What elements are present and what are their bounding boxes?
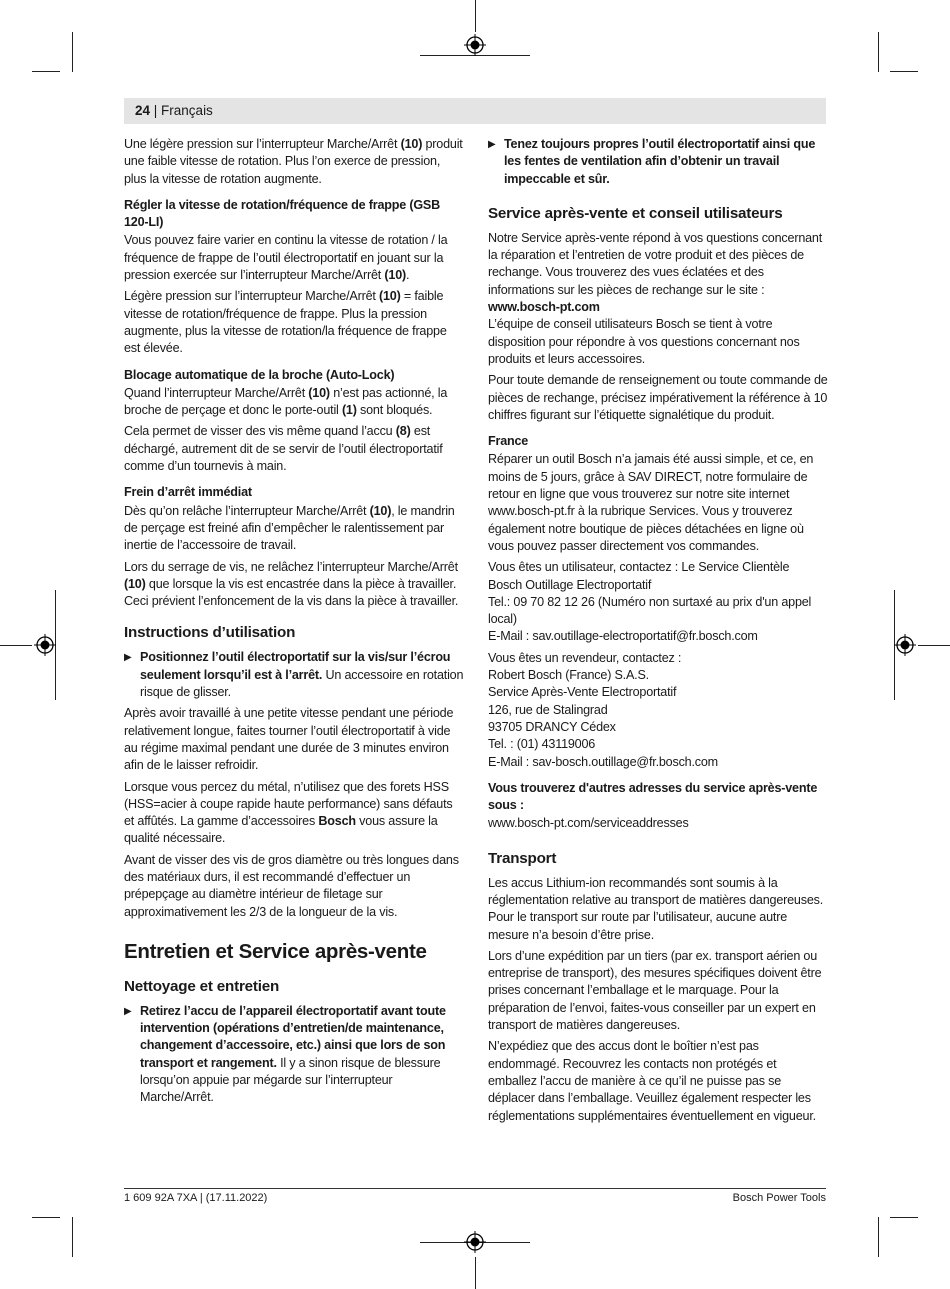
addresses-url[interactable]: www.bosch-pt.com/serviceaddresses bbox=[488, 816, 689, 831]
crop-mark bbox=[918, 645, 950, 646]
left-column bbox=[124, 136, 464, 1111]
transport-heading: Transport bbox=[488, 849, 557, 867]
paragraph: Réparer un outil Bosch n’a jamais été aussi simple, et ce, en moins de 5 jours, grâce à SAV DIRECT, notre formulaire de retour en ligne que vous trouverez sur notre site internet www.bosch-pt.fr à la rubrique Services. Vous y trouverez également notre boutique de pièces détachées en ligne où vous pouvez passer directement vos commandes. bbox=[488, 452, 814, 553]
paragraph: Avant de visser des vis de gros diamètre ou très longues dans des matériaux durs, il est recommandé d’effectuer un prépерçage au diamètre intérieur de filetage sur approximativement les 2/3 de la longueur de la vis. bbox=[124, 852, 459, 919]
autolock-heading: Blocage automatique de la broche (Auto-Lock) bbox=[124, 367, 395, 382]
reseller-email[interactable]: E-Mail : sav-bosch.outillage@fr.bosch.com bbox=[488, 754, 718, 769]
right-column bbox=[488, 136, 828, 1129]
service-url[interactable]: www.bosch-pt.com bbox=[488, 300, 600, 315]
bullet-arrow-icon: ▶ bbox=[124, 652, 132, 664]
paragraph: Lorsque vous percez du métal, n’utilisez que des forets HSS (HSS=acier à coupe rapide haute performance) sans défauts et affûtés. La gamme d’accessoires Bosch vous assure la qualité nécessaire. bbox=[124, 779, 453, 846]
registration-target-icon bbox=[464, 1231, 486, 1253]
crop-mark bbox=[0, 645, 32, 646]
paragraph: Lors d’une expédition par un tiers (par ex. transport aérien ou entreprise de transport), des mesures spécifiques doivent être prises concernant l’emballage et le marquage. Pour la préparation de l’envoi, faites-vous conseiller par un expert en transport de matières dangereuses. bbox=[488, 948, 822, 1033]
crop-mark bbox=[72, 1217, 73, 1257]
paragraph: Quand l’interrupteur Marche/Arrêt (10) n’est pas actionné, la broche de perçage et donc le porte-outil (1) sont bloqués. bbox=[124, 385, 448, 418]
crop-mark bbox=[475, 1257, 476, 1289]
speed-heading: Régler la vitesse de rotation/fréquence de frappe (GSB 120-LI) bbox=[124, 197, 441, 230]
paragraph: N’expédiez que des accus dont le boîtier n’est pas endommagé. Recouvrez les contacts non protégés et emballez l’accu de manière à ce qu’il ne puisse pas se déplacer dans l’emballage. Veuillez également respecter les réglementations supplémentaires éventuellement en vigueur. bbox=[488, 1039, 816, 1123]
addresses-heading: Vous trouverez d'autres adresses du service après-vente sous : bbox=[488, 780, 818, 813]
paragraph: Pour toute demande de renseignement ou toute commande de pièces de rechange, précisez impérativement la référence à 10 chiffres figurant sur l’étiquette signalétique du produit. bbox=[488, 373, 828, 422]
paragraph: Les accus Lithium-ion recommandés sont soumis à la réglementation relative au transport de matières dangereuses. Pour le transport sur route par l’utilisateur, aucune autre mesure n’a besoin d’être prise. bbox=[488, 875, 824, 942]
bullet-arrow-icon: ▶ bbox=[124, 1005, 132, 1017]
bullet-arrow-icon: ▶ bbox=[488, 139, 496, 150]
cleaning-heading: Nettoyage et entretien bbox=[124, 977, 280, 995]
paragraph: Lors du serrage de vis, ne relâchez l’interrupteur Marche/Arrêt (10) que lorsque la vis est encastrée dans la pièce à travailler. Ceci prévient l’enfoncement de la vis dans la pièce à travailler. bbox=[124, 559, 459, 609]
crop-mark bbox=[32, 1217, 60, 1218]
crop-mark bbox=[72, 32, 73, 72]
header-language: Français bbox=[161, 103, 213, 118]
paragraph: Vous pouvez faire varier en continu la vitesse de rotation / la fréquence de frappe de l’outil électroportatif en jouant sur la pression exercée sur l’interrupteur Marche/Arrêt (10). bbox=[124, 233, 448, 283]
page-header: 24 | Français bbox=[135, 103, 213, 118]
crop-mark bbox=[32, 71, 60, 72]
user-contact: Vous êtes un utilisateur, contactez : Le Service Clientèle Bosch Outillage Electroportatif Tel.: 09 70 82 12 26 (Numéro non surtaxé au prix d'un appel local) E-Mail : sav.outillage-electroportatif@fr.bosch.com bbox=[488, 559, 828, 645]
footer-brand: Bosch Power Tools bbox=[732, 1192, 826, 1204]
registration-target-icon bbox=[894, 634, 916, 656]
crop-mark bbox=[878, 1217, 879, 1257]
service-heading: Service après-vente et conseil utilisateurs bbox=[488, 204, 783, 222]
paragraph: L’équipe de conseil utilisateurs Bosch se tient à votre disposition pour répondre à vos questions concernant nos produits et leurs accessoires. bbox=[488, 317, 800, 366]
page-number: 24 bbox=[135, 103, 151, 118]
usage-heading: Instructions d’utilisation bbox=[124, 624, 296, 642]
paragraph: Légère pression sur l’interrupteur Marche/Arrêt (10) = faible vitesse de rotation/fréquence de frappe. Plus la pression augmente, plus la vitesse de rotation/la fréquence de frappe est élevée. bbox=[124, 289, 447, 356]
registration-target-icon bbox=[464, 34, 486, 56]
crop-mark bbox=[890, 71, 918, 72]
crop-mark bbox=[890, 1217, 918, 1218]
user-email[interactable]: E-Mail : sav.outillage-electroportatif@fr.bosch.com bbox=[488, 629, 758, 644]
paragraph: Cela permet de visser des vis même quand l’accu (8) est déchargé, autrement dit de se servir de l’outil électroportatif comme d’un tournevis à main. bbox=[124, 424, 443, 474]
paragraph: Notre Service après-vente répond à vos questions concernant la réparation et l’entretien de votre produit et des pièces de rechange. Vous trouverez des vues éclatées et des informations sur les pièces de rechange sur le site : www.bosch-pt.com bbox=[488, 230, 823, 315]
brake-heading: Frein d’arrêt immédiat bbox=[124, 485, 252, 500]
france-heading: France bbox=[488, 434, 529, 449]
reseller-contact: Vous êtes un revendeur, contactez : Robert Bosch (France) S.A.S. Service Après-Vente Electroportatif 126, rue de Stalingrad 93705 DRANCY Cédex Tel. : (01) 43119006 E-Mail : sav-bosch.outillage@fr.bosch.com bbox=[488, 650, 828, 771]
list-item: ▶ Tenez toujours propres l’outil électroportatif ainsi que les fentes de ventilation afin d’obtenir un travail impeccable et sûr. bbox=[488, 137, 816, 186]
page-header-band bbox=[124, 98, 826, 124]
crop-mark bbox=[878, 32, 879, 72]
section-title: Entretien et Service après-vente bbox=[124, 939, 427, 963]
paragraph: Une légère pression sur l’interrupteur Marche/Arrêt (10) produit une faible vitesse de rotation. Plus l’on exerce de pression, plus la vitesse de rotation augmente. bbox=[124, 137, 463, 186]
list-item: ▶ Retirez l’accu de l’appareil électroportatif avant toute intervention (opérations d’entretien/de maintenance, changement d’accessoire, etc.) ainsi que lors de son transport et rangement. Il y a sinon risque de blessure lorsqu’on appuie par mégarde sur l’interrupteur Marche/Arrêt. bbox=[124, 1003, 446, 1105]
crop-mark bbox=[475, 0, 476, 32]
footer-rule bbox=[124, 1188, 826, 1189]
list-item: ▶ Positionnez l’outil électroportatif sur la vis/sur l’écrou seulement lorsqu’il est à l’arrêt. Un accessoire en rotation risque de glisser. bbox=[124, 650, 464, 700]
paragraph: Après avoir travaillé à une petite vitesse pendant une période relativement longue, faites tourner l’outil électroportatif à vide au régime maximal pendant une durée de 3 minutes environ afin de le laisser refroidir. bbox=[124, 706, 454, 773]
footer-doc-ref: 1 609 92A 7XA | (17.11.2022) bbox=[124, 1192, 268, 1204]
paragraph: Dès qu’on relâche l’interrupteur Marche/Arrêt (10), le mandrin de perçage est freiné afin d’empêcher le ralentissement par inertie de l’accessoire de travail. bbox=[124, 503, 455, 553]
registration-target-icon bbox=[34, 634, 56, 656]
